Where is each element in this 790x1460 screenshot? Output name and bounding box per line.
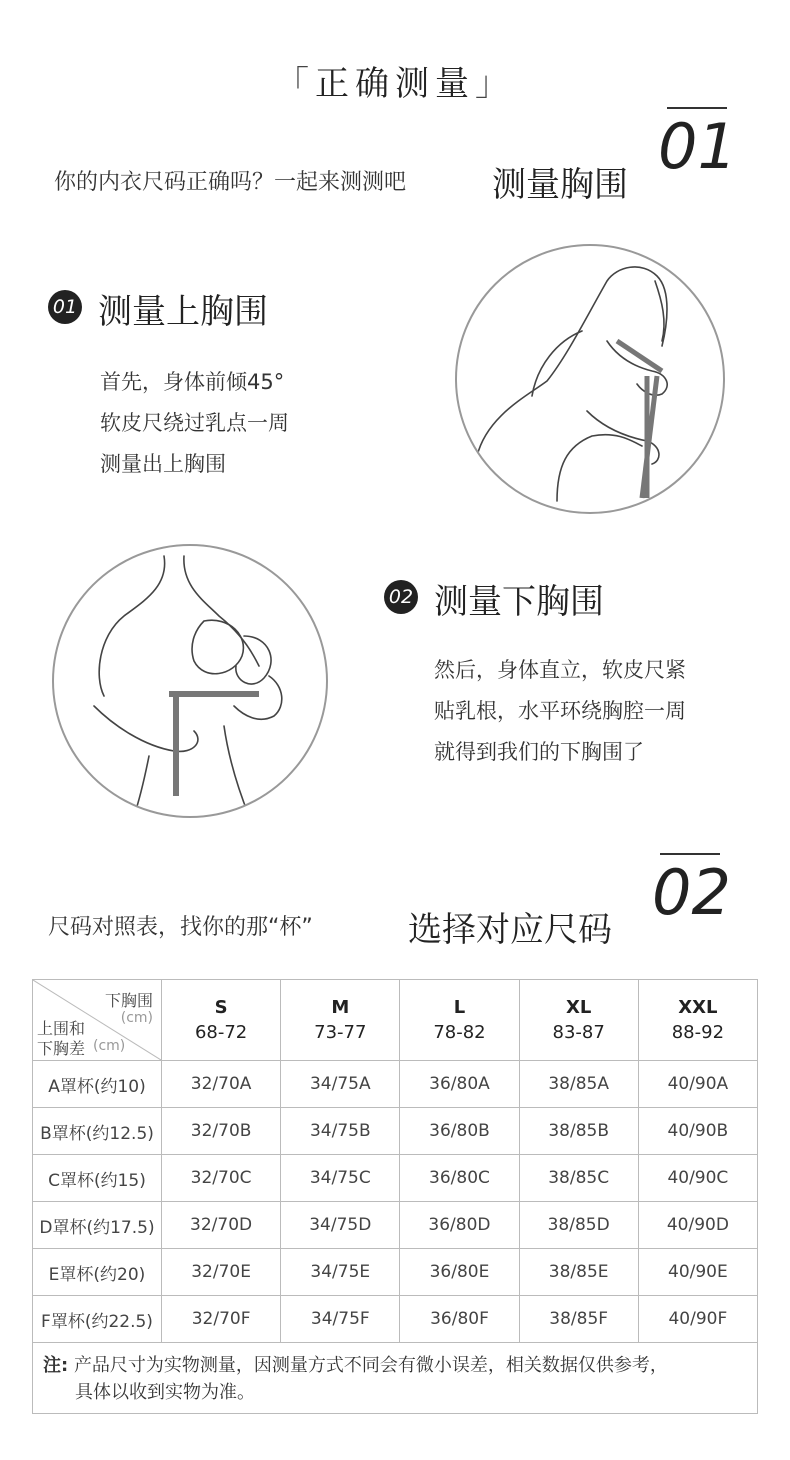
- step1-line: 测量出上胸围: [100, 452, 226, 476]
- column-header: [519, 980, 638, 1061]
- size-range: 83-87: [552, 1022, 605, 1043]
- size-label: XXL: [678, 997, 718, 1018]
- table-row: [33, 1202, 758, 1249]
- figure-standing-icon: [54, 546, 326, 816]
- note-line-1: 产品尺寸为实物测量，因测量方式不同会有微小误差，相关数据仅供参考，: [73, 1355, 668, 1376]
- size-chart-table: [32, 979, 758, 1343]
- table-row: [33, 1249, 758, 1296]
- table-cell: 32/70B: [162, 1108, 281, 1155]
- table-cell: 36/80F: [400, 1296, 519, 1343]
- table-row: [33, 1155, 758, 1202]
- row-label: C罩杯(约15): [33, 1155, 162, 1202]
- page-title: [0, 56, 790, 105]
- table-cell: 32/70F: [162, 1296, 281, 1343]
- step1-badge: 01: [48, 290, 82, 324]
- size-range: 73-77: [314, 1022, 367, 1043]
- column-header: [638, 980, 757, 1061]
- step2-title: 测量下胸围: [434, 582, 604, 622]
- table-cell: 36/80A: [400, 1061, 519, 1108]
- table-cell: 36/80B: [400, 1108, 519, 1155]
- table-cell: 34/75F: [281, 1296, 400, 1343]
- size-note: [32, 1342, 758, 1414]
- table-cell: 36/80C: [400, 1155, 519, 1202]
- corner-left-unit: (cm): [93, 1038, 126, 1054]
- section1-number-rule: [667, 107, 727, 109]
- corner-left-label-1: 上围和: [37, 1019, 86, 1038]
- table-cell: 40/90F: [638, 1296, 757, 1343]
- table-cell: 32/70C: [162, 1155, 281, 1202]
- row-label: F罩杯(约22.5): [33, 1296, 162, 1343]
- table-cell: 32/70E: [162, 1249, 281, 1296]
- size-range: 68-72: [194, 1022, 248, 1043]
- step2-line: 然后，身体直立，软皮尺紧: [434, 658, 686, 682]
- table-cell: 38/85E: [519, 1249, 638, 1296]
- section2-number-rule: [660, 853, 720, 855]
- table-cell: 40/90E: [638, 1249, 757, 1296]
- step2-description: [434, 650, 686, 773]
- size-label: XL: [565, 997, 592, 1018]
- row-label: B罩杯(约12.5): [33, 1108, 162, 1155]
- row-label: A罩杯(约10): [33, 1061, 162, 1108]
- step1-description: [100, 362, 289, 485]
- measure-under-bust-illustration: [52, 544, 328, 818]
- size-label: L: [453, 997, 466, 1018]
- table-cell: 40/90C: [638, 1155, 757, 1202]
- table-cell: 38/85A: [519, 1061, 638, 1108]
- table-cell: 32/70A: [162, 1061, 281, 1108]
- table-cell: 38/85C: [519, 1155, 638, 1202]
- row-label: D罩杯(约17.5): [33, 1202, 162, 1249]
- table-cell: 36/80E: [400, 1249, 519, 1296]
- size-range: 78-82: [433, 1022, 486, 1043]
- step2-line: 就得到我们的下胸围了: [434, 740, 644, 764]
- step2-line: 贴乳根，水平环绕胸腔一周: [434, 699, 686, 723]
- section2-subtitle: 尺码对照表，找你的那“杯”: [48, 915, 313, 940]
- table-header-row: [33, 980, 758, 1061]
- table-cell: 34/75E: [281, 1249, 400, 1296]
- section2-number: 02: [652, 856, 731, 929]
- table-cell: 38/85F: [519, 1296, 638, 1343]
- row-label: E罩杯(约20): [33, 1249, 162, 1296]
- corner-left-label-2: 下胸差: [37, 1039, 86, 1058]
- table-cell: 38/85B: [519, 1108, 638, 1155]
- title-bracket-right: ｣: [475, 64, 498, 104]
- table-row: [33, 1108, 758, 1155]
- table-cell: 32/70D: [162, 1202, 281, 1249]
- step1-line: 首先，身体前倾45°: [100, 370, 285, 394]
- table-row: [33, 1061, 758, 1108]
- table-row: [33, 1296, 758, 1343]
- size-range: 88-92: [671, 1022, 725, 1043]
- table-cell: 34/75C: [281, 1155, 400, 1202]
- size-label: S: [214, 997, 228, 1018]
- measure-upper-bust-illustration: [455, 244, 725, 514]
- table-corner-cell: [33, 980, 162, 1061]
- note-line-2: 具体以收到实物为准。: [75, 1382, 255, 1403]
- table-cell: 36/80D: [400, 1202, 519, 1249]
- table-cell: 40/90A: [638, 1061, 757, 1108]
- step1-title: 测量上胸围: [98, 292, 268, 332]
- title-bracket-left: ｢: [292, 64, 315, 104]
- column-header: [281, 980, 400, 1061]
- table-cell: 34/75B: [281, 1108, 400, 1155]
- table-cell: 40/90B: [638, 1108, 757, 1155]
- table-cell: 38/85D: [519, 1202, 638, 1249]
- corner-top-unit: (cm): [120, 1010, 153, 1026]
- table-cell: 40/90D: [638, 1202, 757, 1249]
- step2-badge: 02: [384, 580, 418, 614]
- corner-top-label: 下胸围: [104, 991, 153, 1010]
- step1-line: 软皮尺绕过乳点一周: [100, 411, 289, 435]
- section1-subtitle: 你的内衣尺码正确吗？一起来测测吧: [54, 170, 407, 195]
- note-label: 注:: [43, 1355, 69, 1376]
- section1-number: 01: [658, 110, 737, 183]
- size-label: M: [331, 997, 350, 1018]
- title-text: 正确测量: [315, 64, 475, 104]
- table-cell: 34/75A: [281, 1061, 400, 1108]
- column-header: [400, 980, 519, 1061]
- table-cell: 34/75D: [281, 1202, 400, 1249]
- figure-leaning-icon: [457, 246, 723, 512]
- column-header: [162, 980, 281, 1061]
- section2-heading: 选择对应尺码: [408, 910, 612, 950]
- section1-heading: 测量胸围: [492, 165, 628, 205]
